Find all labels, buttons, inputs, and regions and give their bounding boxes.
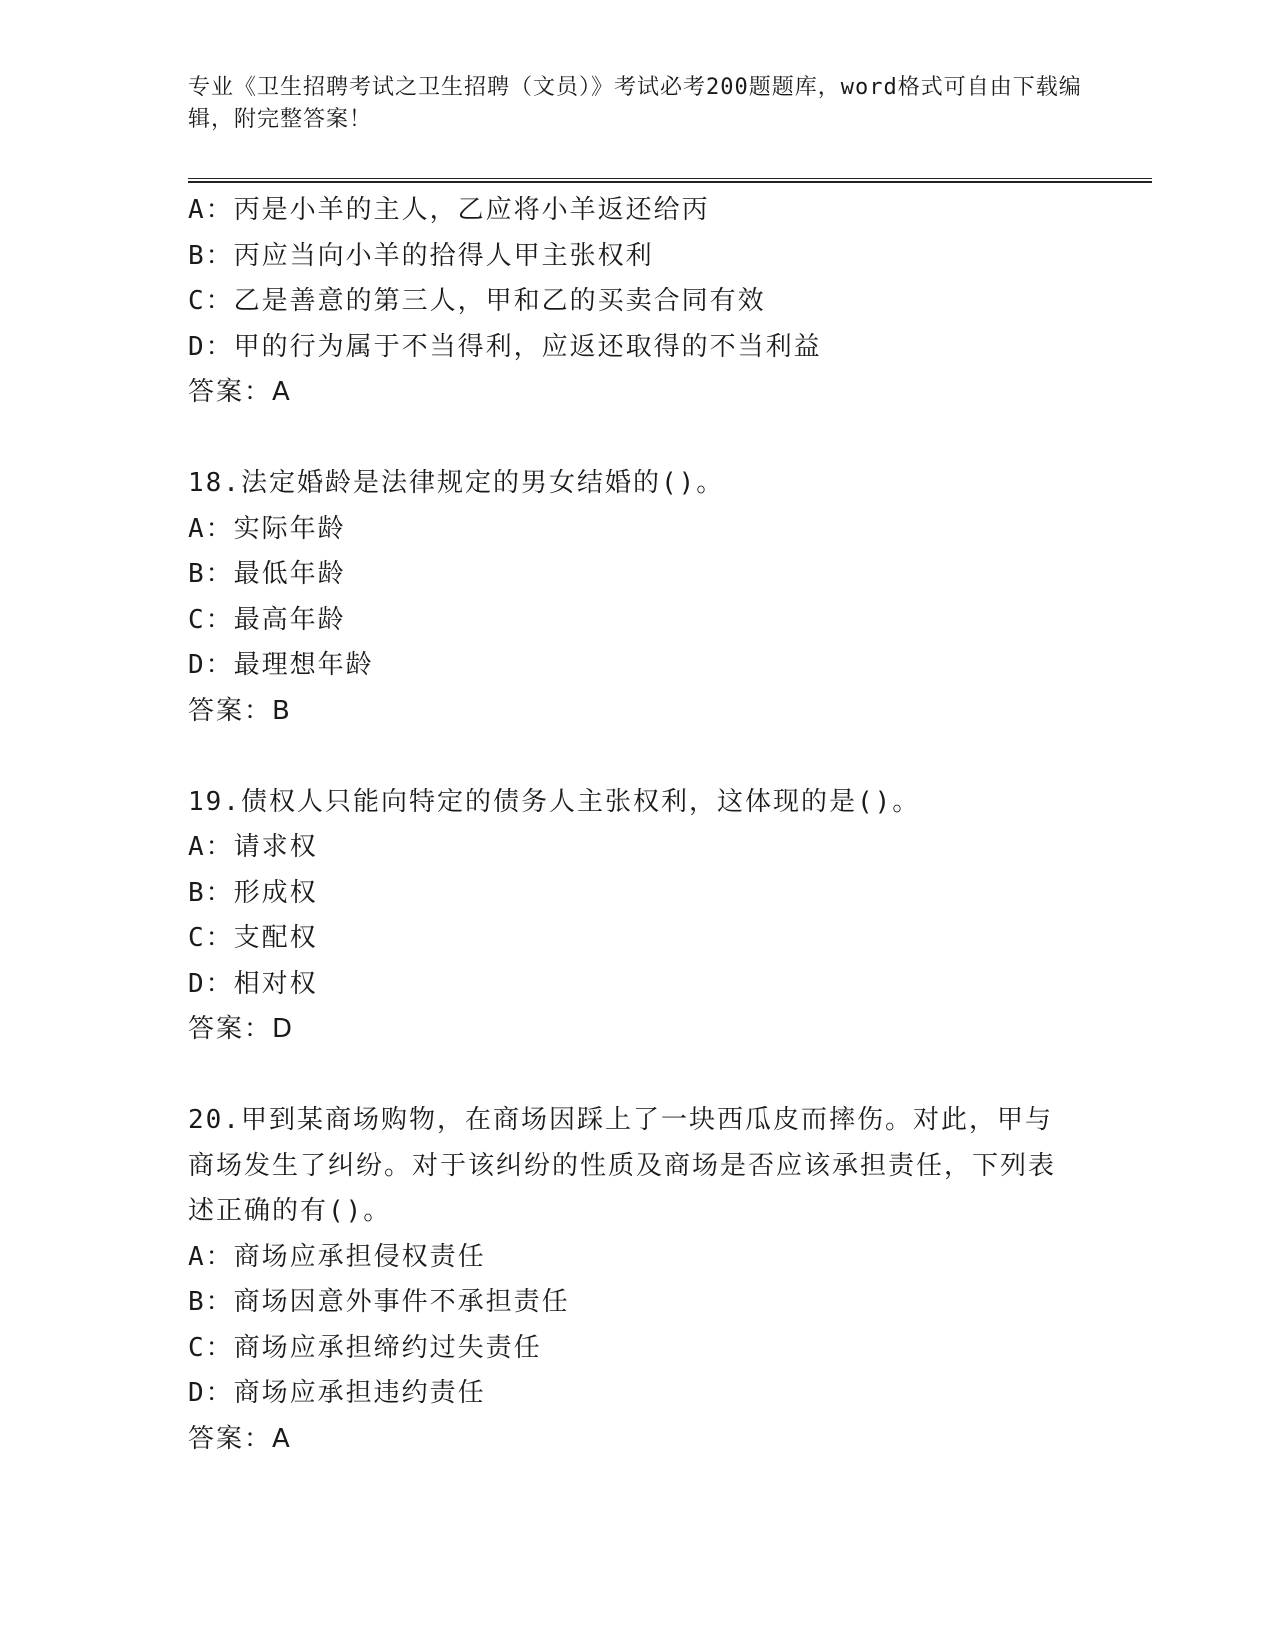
option-d: D：最理想年龄 [188,650,374,680]
page-header: 专业《卫生招聘考试之卫生招聘（文员）》考试必考200题题库，word格式可自由下载编辑，附完整答案！ [188,75,1082,132]
option-a: A：请求权 [188,832,318,862]
question-stem: 18.法定婚龄是法律规定的男女结婚的()。 [188,468,725,498]
question-stem: 20.甲到某商场购物，在商场因踩上了一块西瓜皮而摔伤。对此，甲与商场发生了纠纷。对于该纠纷的性质及商场是否应该承担责任，下列表述正确的有()。 [188,1105,1057,1226]
question-19 [188,780,1088,1053]
question-stem: 19.债权人只能向特定的债务人主张权利，这体现的是()。 [188,786,921,817]
question-20 [188,1098,1088,1462]
option-b: B：商场因意外事件不承担责任 [188,1287,570,1317]
option-b: B：最低年龄 [188,559,346,589]
option-c: C：最高年龄 [188,604,346,635]
option-d: D：商场应承担违约责任 [188,1378,486,1408]
option-c: C：支配权 [188,923,318,953]
option-a: A：丙是小羊的主人，乙应将小羊返还给丙 [188,195,710,225]
spacer [188,734,1088,780]
spacer [188,416,1088,462]
spacer [188,1053,1088,1099]
option-b: B：形成权 [188,877,318,908]
option-a: A：实际年龄 [188,513,346,544]
option-d: D：甲的行为属于不当得利，应返还取得的不当利益 [188,331,822,362]
question-list [188,188,1088,1462]
answer: 答案：D [188,1014,295,1044]
option-b: B：丙应当向小羊的拾得人甲主张权利 [188,240,654,271]
header-divider [188,178,1152,183]
option-d: D：相对权 [188,968,318,999]
option-c: C：商场应承担缔约过失责任 [188,1332,542,1363]
answer: 答案：A [188,1423,292,1454]
question-17 [188,188,1088,416]
option-a: A：商场应承担侵权责任 [188,1241,486,1272]
question-18 [188,461,1088,734]
answer: 答案：A [188,377,292,407]
answer: 答案：B [188,695,292,726]
option-c: C：乙是善意的第三人，甲和乙的买卖合同有效 [188,286,766,316]
